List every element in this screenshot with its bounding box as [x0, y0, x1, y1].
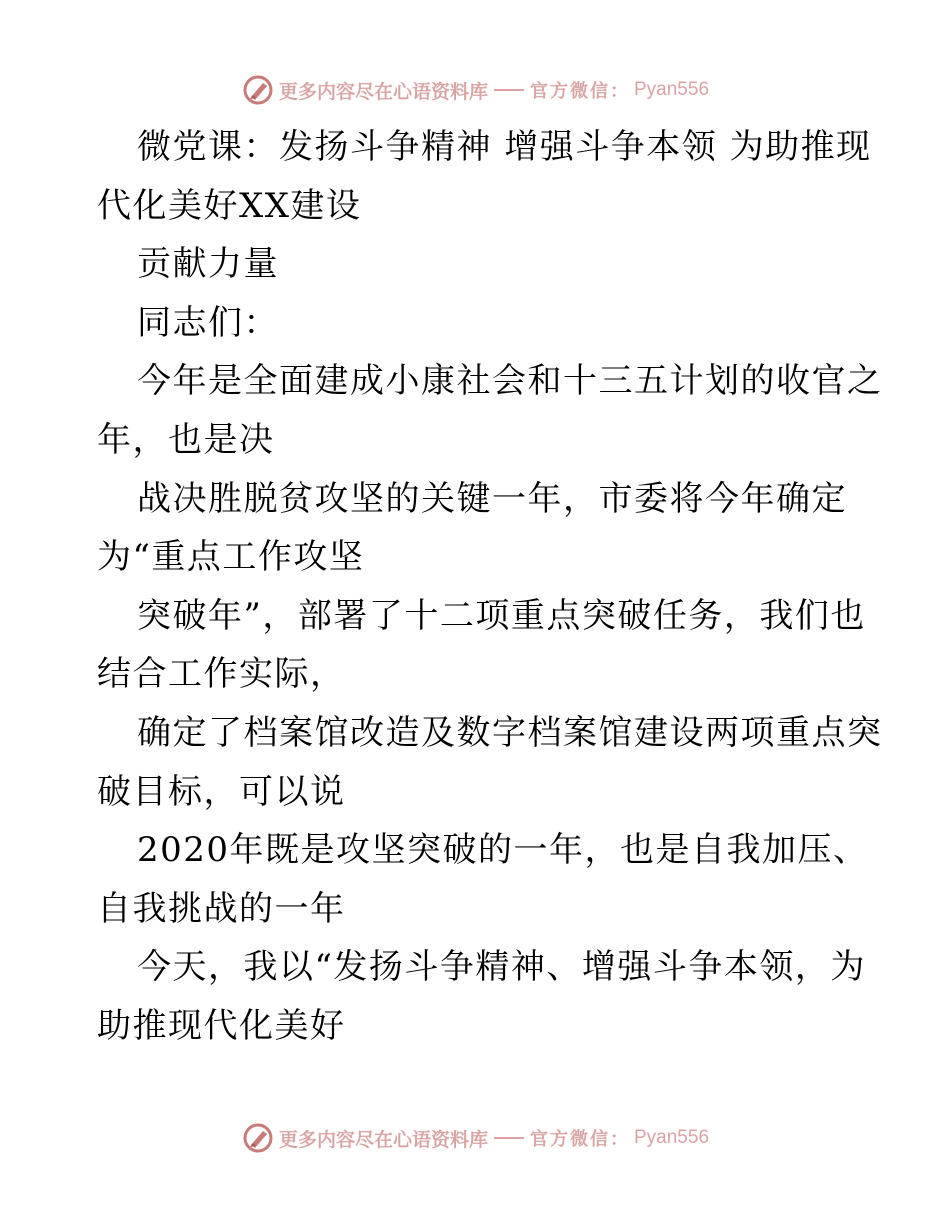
salutation: 同志们： — [137, 302, 279, 343]
body-line: 今天，我以“发扬斗争精神、增强斗争本领，为 — [137, 947, 866, 988]
body-line: 为“重点工作攻坚 — [97, 537, 365, 578]
watermark-wechat-label: 官方微信： — [530, 81, 630, 102]
body-line: 确定了档案馆改造及数字档案馆建设两项重点突 — [137, 712, 883, 753]
body-line: 战决胜脱贫攻坚的关键一年，市委将今年确定 — [137, 478, 847, 519]
watermark-text: 更多内容尽在心语资料库 — [278, 80, 488, 103]
watermark-wechat-id: Pyan556 — [634, 79, 710, 100]
title-line-3: 贡献力量 — [137, 244, 279, 285]
footer-watermark — [0, 1118, 950, 1158]
pen-logo-icon — [241, 1121, 275, 1155]
pen-logo-icon — [241, 73, 275, 107]
watermark-wechat-label: 官方微信： — [530, 1129, 630, 1150]
body-line: 今年是全面建成小康社会和十三五计划的收官之 — [137, 361, 883, 402]
watermark-dash — [494, 89, 524, 91]
title-line-1: 微党课：发扬斗争精神 增强斗争本领 为助推现 — [137, 127, 872, 167]
body-line: 助推现代化美好 — [97, 1005, 346, 1046]
document-body — [97, 118, 883, 1056]
watermark-text: 更多内容尽在心语资料库 — [278, 1128, 488, 1151]
body-line: 结合工作实际， — [97, 654, 346, 695]
body-line: 年，也是决 — [97, 419, 275, 460]
watermark-wechat-id: Pyan556 — [634, 1127, 710, 1148]
body-line: 自我挑战的一年 — [97, 888, 346, 929]
header-watermark — [0, 70, 950, 110]
watermark-dash — [494, 1137, 524, 1139]
body-line: 破目标，可以说 — [97, 771, 346, 812]
title-line-2: 代化美好XX建设 — [97, 185, 362, 226]
body-line: 2020年既是攻坚突破的一年，也是自我加压、 — [137, 830, 869, 871]
body-line: 突破年”，部署了十二项重点突破任务，我们也 — [137, 595, 866, 636]
